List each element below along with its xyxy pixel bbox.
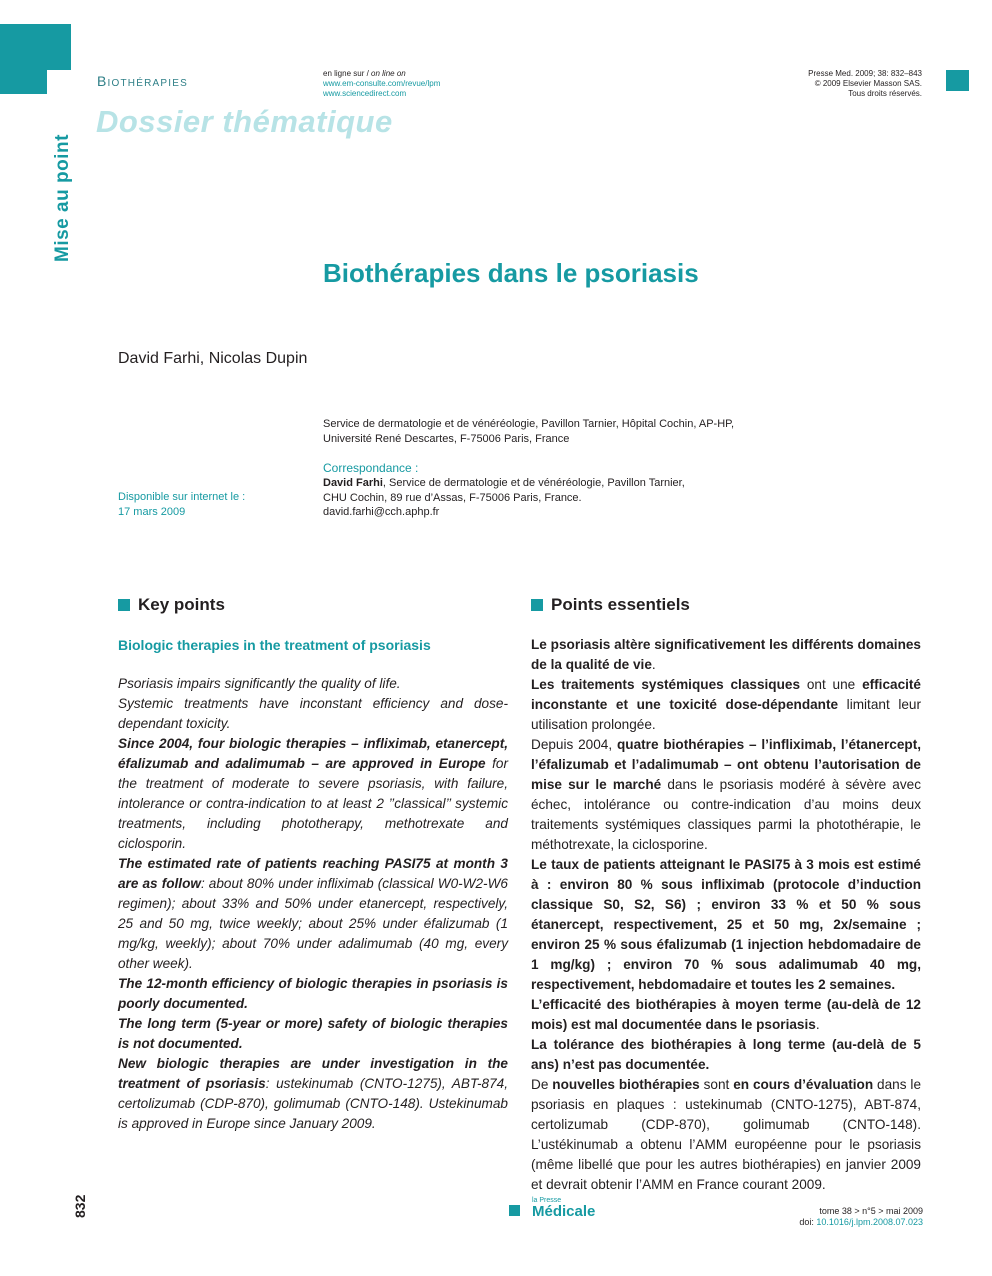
journal-citation: Presse Med. 2009; 38: 832–843	[808, 69, 922, 78]
point-text: .	[651, 657, 656, 672]
point-text: limitant leur utilisation prolongée.	[531, 697, 922, 732]
authors: David Farhi, Nicolas Dupin	[118, 350, 308, 367]
affiliation	[323, 417, 734, 447]
key-point-bold: The 12-month efficiency of biologic therapies in psoriasis is poorly documented.	[118, 976, 508, 1011]
online-availability	[323, 69, 440, 99]
point-bold: Les traitements systémiques classiques	[531, 677, 801, 692]
key-point-bold: Since 2004, four biologic therapies – infliximab, etanercept, éfalizumab and adalimumab – are approved in Europe	[118, 736, 508, 771]
point-text: dans le psoriasis modéré à sévère avec échec, intolérance ou contre-indication d’au moins deux traitements systémiques classiques parmi la photothérapie, le méthotrexate, la ciclosporine.	[531, 777, 921, 852]
key-point	[118, 734, 508, 854]
point-bold: efficacité inconstante et une toxicité dose-dépendante	[531, 677, 921, 712]
side-category-label: Mise au point	[52, 134, 73, 262]
point-bold: L’efficacité des biothérapies à moyen terme (au-delà de 12 mois) est mal documentée dans le psoriasis	[531, 997, 921, 1032]
point-text: ont une	[800, 677, 863, 692]
correspondance-details	[323, 476, 685, 520]
availability-label: Disponible sur internet le :	[118, 491, 246, 503]
point-bold: Le taux de patients atteignant le PASI75 à 3 mois est estimé à : environ 80 % sous infliximab (protocole d’induction classique S0, S2, S6) ; environ 33 % et 50 % sous étanercept, respectivement, 25 et 50 mg, 2x/semaine ; environ 25 % sous éfalizumab (1 injection hebdomadaire de 1 mg/kg) ; environ 70 % sous adalimumab 40 mg, respectivement, hebdomadaire et toutes les 2 semaines.	[531, 857, 921, 992]
point-text: dans le psoriasis en plaques : ustekinumab (CNTO-1275), ABT-874, certolizumab (CDP-870), golimumab (CNTO-148). L’ustékinumab a obtenu l’AMM européenne pour le psoriasis (même libellé que pour les autres biothérapies) en janvier 2009 et devrait obtenir l’AMM en France courant 2009.	[531, 1077, 922, 1192]
copyright: © 2009 Elsevier Masson SAS.	[814, 79, 922, 88]
sciencedirect-link[interactable]: www.sciencedirect.com	[323, 89, 407, 98]
point-bold: en cours d’évaluation	[733, 1077, 874, 1092]
point-text: De	[531, 1077, 553, 1092]
correspondance-name: David Farhi	[323, 477, 383, 489]
key-point-text: : ustekinumab (CNTO-1275), ABT-874, certolizumab (CDP-870), golimumab (CNTO-148). Ustekinumab is approved in Europe since January 2009.	[118, 1076, 508, 1131]
key-point: Psoriasis impairs significantly the quality of life.	[118, 676, 401, 691]
point-essentiel	[531, 1035, 921, 1075]
point-bold: Le psoriasis altère significativement les différents domaines de la qualité de vie	[531, 637, 921, 672]
correspondance-address: CHU Cochin, 89 rue d’Assas, F-75006 Paris, France.	[323, 491, 582, 504]
corner-notch	[47, 70, 71, 94]
journal-logo	[509, 1197, 595, 1219]
affiliation-line: Université René Descartes, F-75006 Paris, France	[323, 433, 570, 445]
point-essentiel	[531, 735, 921, 855]
key-point-text: for the treatment of moderate to severe psoriasis, with failure, intolerance or contra-indication to at least 2 ’’classical’’ systemic treatments, including phototherapy, methotrexate and ciclosporin.	[118, 756, 508, 851]
key-points-column	[118, 674, 508, 1134]
heading-square-icon	[531, 599, 543, 611]
online-label-en: on line on	[371, 69, 406, 78]
point-essentiel	[531, 675, 921, 735]
point-essentiel	[531, 855, 921, 995]
key-point-bold: New biologic therapies are under investigation in the treatment of psoriasis	[118, 1056, 508, 1091]
heading-text: Points essentiels	[551, 595, 690, 614]
dossier-label: Dossier thématique	[96, 104, 393, 139]
english-subheading: Biologic therapies in the treatment of psoriasis	[118, 637, 431, 653]
key-point-text: : about 80% under infliximab (classical W0-W2-W6 regimen); about 33% and 50% under etanercept, respectively, 25 and 50 mg, twice weekly; about 25% under éfalizumab (1 mg/kg, weekly); about 70% under adalimumab (40 mg, every other week).	[118, 876, 508, 971]
key-point-bold: The long term (5-year or more) safety of biologic therapies is not documented.	[118, 1016, 508, 1051]
key-points-heading	[118, 595, 225, 615]
logo-small-text: la Presse	[532, 1197, 562, 1204]
issue-reference	[799, 1206, 923, 1228]
point-text: .	[815, 1017, 820, 1032]
journal-reference	[808, 69, 922, 99]
header-accent-square	[946, 70, 969, 91]
logo-square-icon	[509, 1205, 520, 1216]
key-point-bold: The estimated rate of patients reaching PASI75 at month 3 are as follow	[118, 856, 508, 891]
point-bold: quatre biothérapies – l’infliximab, l’étanercept, l’éfalizumab et l’adalimumab – ont obtenu l’autorisation de mise sur le marché	[531, 737, 922, 792]
availability-value: 17 mars 2009	[118, 505, 186, 518]
issue-info: tome 38 > n°5 > mai 2009	[819, 1206, 923, 1216]
affiliation-line: Service de dermatologie et de vénéréologie, Pavillon Tarnier, Hôpital Cochin, AP-HP,	[323, 418, 735, 430]
correspondance-address: , Service de dermatologie et de vénéréologie, Pavillon Tarnier,	[382, 477, 685, 489]
point-essentiel	[531, 635, 921, 675]
correspondance-email-link[interactable]: david.farhi@cch.aphp.fr	[323, 506, 440, 518]
key-point	[118, 1054, 508, 1134]
point-bold: La tolérance des biothérapies à long terme (au-delà de 5 ans) n’est pas documentée.	[531, 1037, 921, 1072]
availability-date	[118, 490, 245, 519]
points-essentiels-column	[531, 635, 921, 1195]
journal-url-link[interactable]: www.em-consulte.com/revue/lpm	[323, 79, 441, 88]
doi-link[interactable]: 10.1016/j.lpm.2008.07.023	[816, 1217, 923, 1227]
point-bold: nouvelles biothérapies	[552, 1077, 700, 1092]
points-essentiels-heading	[531, 595, 690, 615]
point-text: sont	[699, 1077, 734, 1092]
point-text: Depuis 2004,	[531, 737, 617, 752]
heading-square-icon	[118, 599, 130, 611]
page-number: 832	[72, 1194, 88, 1218]
key-point	[118, 1014, 508, 1054]
point-essentiel	[531, 1075, 921, 1195]
logo-main-text: Médicale	[532, 1203, 596, 1220]
section-label: Biothérapies	[97, 73, 188, 89]
correspondance-title: Correspondance :	[323, 461, 419, 475]
online-label: en ligne sur /	[323, 69, 372, 78]
point-essentiel	[531, 995, 921, 1035]
key-point: Systemic treatments have inconstant efficiency and dose-dependant toxicity.	[118, 696, 508, 731]
key-point	[118, 854, 508, 974]
rights: Tous droits réservés.	[848, 89, 922, 98]
key-point	[118, 974, 508, 1014]
doi-label: doi:	[799, 1217, 817, 1227]
heading-text: Key points	[138, 595, 225, 614]
article-title: Biothérapies dans le psoriasis	[323, 258, 699, 288]
